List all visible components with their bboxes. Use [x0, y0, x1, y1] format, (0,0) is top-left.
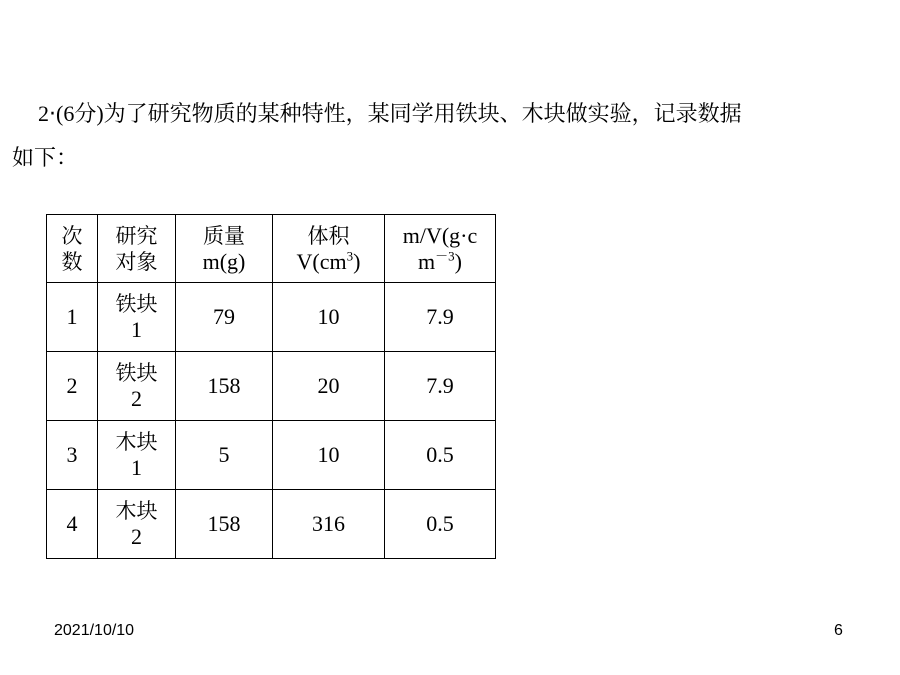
question-line-1	[12, 92, 882, 137]
header-trial-line2: 数	[61, 249, 83, 274]
header-volume-line2	[273, 249, 384, 275]
header-volume-unit: V(cm	[296, 248, 347, 274]
table-row	[47, 352, 496, 421]
cell-object-name: 木块	[115, 430, 158, 454]
cell-mass: 158	[176, 352, 273, 421]
header-volume-close: )	[353, 248, 361, 274]
header-mass-line1: 质量	[203, 223, 245, 248]
question-line-2: 如下：	[12, 146, 79, 171]
question-text	[12, 92, 882, 181]
cell-object-index: 2	[131, 386, 142, 411]
cell-mass: 158	[176, 490, 273, 559]
header-trial-line1: 次	[61, 223, 83, 248]
cell-trial: 1	[47, 283, 98, 352]
header-ratio-line1: m/V(g·c	[402, 222, 478, 248]
cell-object-index: 1	[131, 455, 142, 480]
cell-object	[98, 283, 176, 352]
cell-object	[98, 352, 176, 421]
header-ratio-close: )	[454, 248, 462, 274]
header-volume-line1: 体积	[307, 223, 350, 248]
header-object-line2: 对象	[115, 249, 158, 274]
page-number: 6	[834, 622, 843, 639]
cell-ratio: 0.5	[385, 490, 496, 559]
cell-object	[98, 490, 176, 559]
footer-date: 2021/10/10	[54, 622, 135, 639]
header-volume-exponent: 3	[346, 248, 354, 264]
cell-volume: 316	[273, 490, 385, 559]
cell-object	[98, 421, 176, 490]
cell-ratio: 0.5	[385, 421, 496, 490]
question-body-line-1: 为了研究物质的某种特性，某同学用铁块、木块做实验，记录数据	[103, 102, 742, 127]
header-ratio	[385, 215, 496, 283]
cell-object-index: 2	[131, 524, 142, 549]
cell-trial: 4	[47, 490, 98, 559]
header-volume	[273, 215, 385, 283]
header-mass	[176, 215, 273, 283]
cell-volume: 10	[273, 283, 385, 352]
cell-trial: 2	[47, 352, 98, 421]
cell-ratio: 7.9	[385, 352, 496, 421]
table-row	[47, 283, 496, 352]
header-ratio-line2	[385, 249, 495, 275]
cell-object-name: 铁块	[115, 361, 158, 385]
header-object	[98, 215, 176, 283]
cell-mass: 5	[176, 421, 273, 490]
table-row	[47, 421, 496, 490]
data-table	[46, 214, 496, 559]
header-ratio-unit: m	[418, 248, 436, 274]
cell-object-name: 铁块	[115, 292, 158, 316]
cell-mass: 79	[176, 283, 273, 352]
header-trial	[47, 215, 98, 283]
question-number: 2	[38, 101, 49, 126]
table-row	[47, 490, 496, 559]
cell-ratio: 7.9	[385, 283, 496, 352]
question-separator: ·	[49, 102, 56, 127]
cell-volume: 20	[273, 352, 385, 421]
table-header-row	[47, 215, 496, 283]
header-ratio-exponent: －3	[435, 248, 455, 264]
cell-trial: 3	[47, 421, 98, 490]
cell-object-name: 木块	[115, 499, 158, 523]
cell-object-index: 1	[131, 317, 142, 342]
header-object-line1: 研究	[115, 223, 158, 248]
question-score: (6分)	[56, 101, 104, 126]
header-mass-line2: m(g)	[202, 248, 246, 274]
cell-volume: 10	[273, 421, 385, 490]
